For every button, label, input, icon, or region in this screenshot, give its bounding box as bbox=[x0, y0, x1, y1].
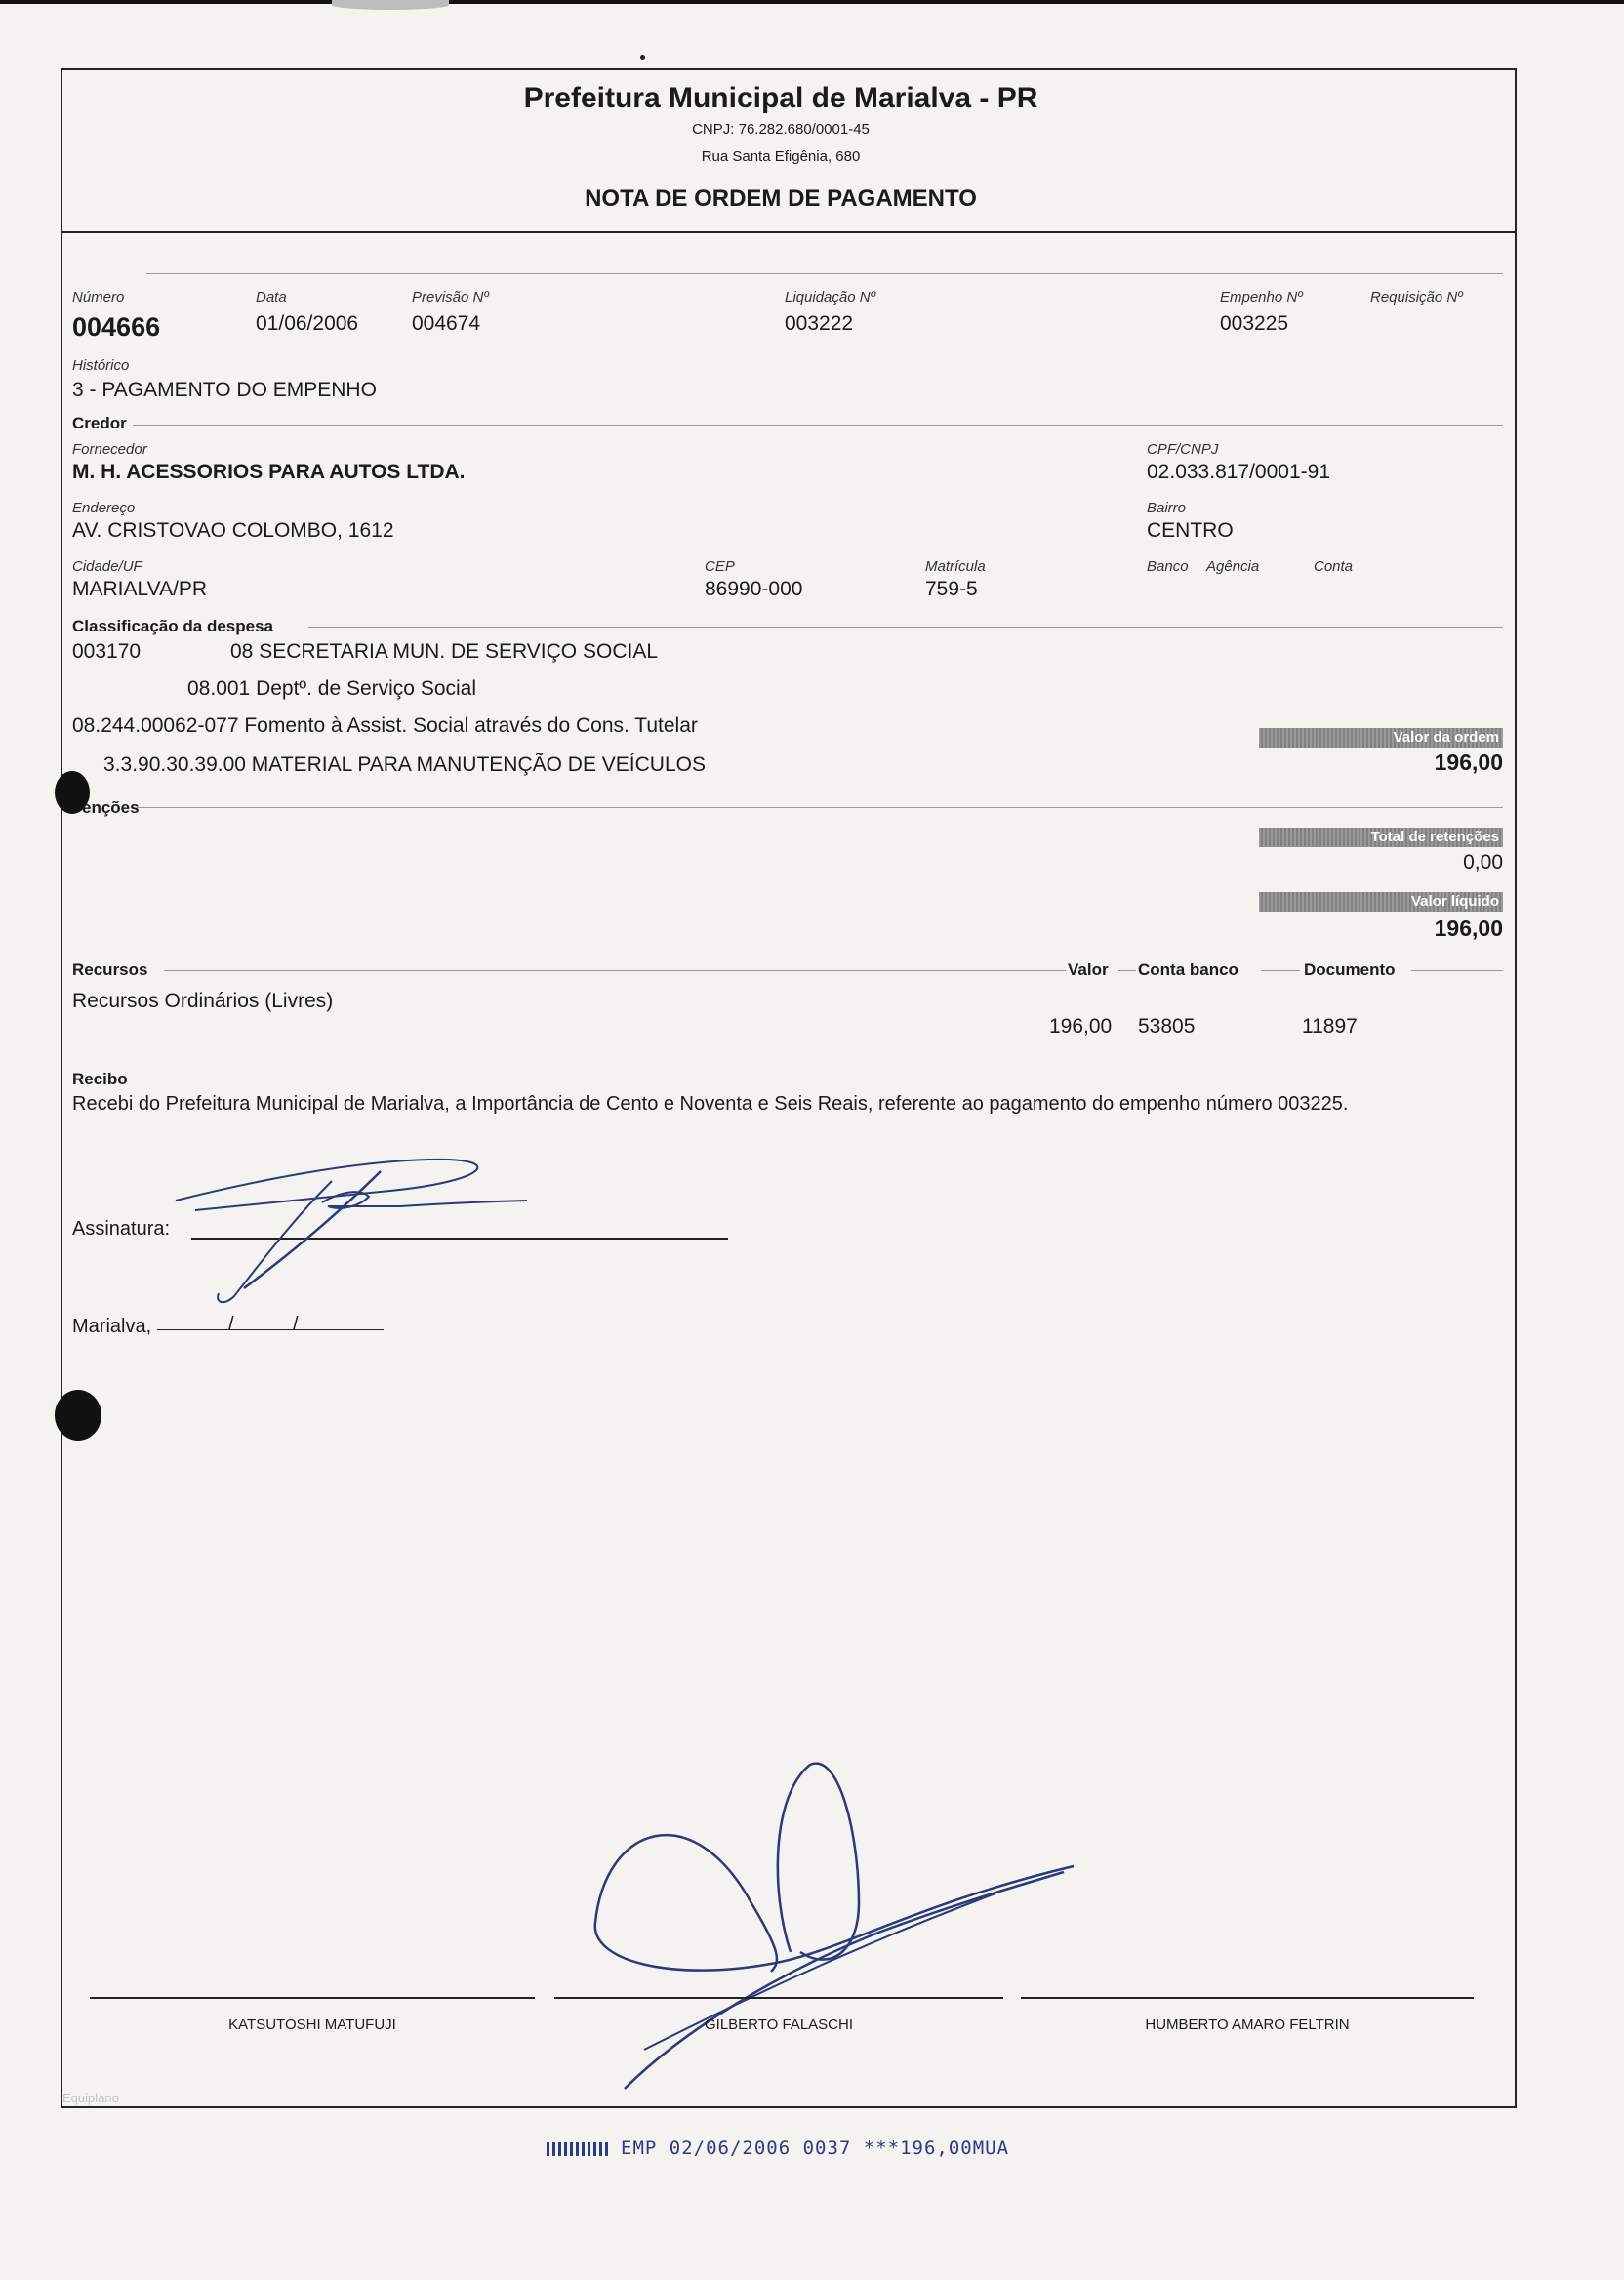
signature-line-2 bbox=[554, 1997, 1003, 1999]
recursos-valor: 196,00 bbox=[1049, 1015, 1113, 1038]
recursos-divider-2 bbox=[1118, 970, 1136, 971]
bank-stamp bbox=[547, 2138, 1009, 2159]
receiver-signature bbox=[137, 1142, 547, 1308]
requisicao-label: Requisição Nº bbox=[1370, 289, 1463, 305]
signatory-3: HUMBERTO AMARO FELTRIN bbox=[1145, 2016, 1350, 2033]
matricula-label: Matrícula bbox=[925, 558, 986, 575]
endereco-value: AV. CRISTOVAO COLOMBO, 1612 bbox=[72, 519, 394, 542]
signatory-2: GILBERTO FALASCHI bbox=[705, 2016, 853, 2033]
retencoes-divider bbox=[137, 807, 1503, 808]
recursos-divider-3 bbox=[1261, 970, 1300, 971]
recursos-divider-4 bbox=[1411, 970, 1503, 971]
data-label: Data bbox=[256, 289, 287, 305]
page-title: Prefeitura Municipal de Marialva - PR bbox=[523, 82, 1038, 114]
credor-divider bbox=[133, 425, 1503, 426]
cep-label: CEP bbox=[705, 558, 735, 575]
cpf-value: 02.033.817/0001-91 bbox=[1147, 461, 1331, 483]
recibo-text: Recebi do Prefeitura Municipal de Marialva, a Importância de Cento e Noventa e Seis Reais, referente ao pagamento do empenho número 003225. bbox=[72, 1093, 1349, 1115]
scan-dot bbox=[640, 55, 645, 60]
recursos-conta-label: Conta banco bbox=[1138, 960, 1238, 979]
historico-label: Histórico bbox=[72, 357, 130, 374]
recibo-section-title: Recibo bbox=[72, 1070, 128, 1088]
numero-value: 004666 bbox=[72, 312, 161, 342]
brand-footer: Equiplano bbox=[62, 2091, 119, 2105]
bairro-value: CENTRO bbox=[1147, 519, 1234, 542]
total-retencoes-value: 0,00 bbox=[1463, 851, 1503, 874]
cpf-label: CPF/CNPJ bbox=[1147, 441, 1219, 458]
date-slash-2: / bbox=[293, 1314, 299, 1335]
liquidacao-value: 003222 bbox=[785, 312, 854, 335]
recursos-divider bbox=[164, 970, 1066, 971]
punch-hole-mark bbox=[55, 1390, 102, 1441]
endereco-label: Endereço bbox=[72, 500, 136, 516]
authority-signature bbox=[586, 1757, 1093, 2108]
valor-ordem-label: Valor da ordem bbox=[1259, 728, 1503, 748]
total-retencoes-label: Total de retenções bbox=[1259, 828, 1503, 847]
matricula-value: 759-5 bbox=[925, 578, 978, 600]
document-title: NOTA DE ORDEM DE PAGAMENTO bbox=[585, 185, 977, 212]
classificacao-code: 003170 bbox=[72, 640, 142, 663]
classificacao-line-2: 08.001 Deptº. de Serviço Social bbox=[187, 677, 477, 700]
cep-value: 86990-000 bbox=[705, 578, 803, 600]
empenho-value: 003225 bbox=[1220, 312, 1289, 335]
classificacao-section-title: Classificação da despesa bbox=[72, 617, 274, 635]
classificacao-line-1: 08 SECRETARIA MUN. DE SERVIÇO SOCIAL bbox=[230, 640, 659, 663]
stamp-icon bbox=[547, 2142, 609, 2156]
fornecedor-label: Fornecedor bbox=[72, 441, 147, 458]
recursos-documento-label: Documento bbox=[1304, 960, 1396, 979]
date-slash-1: / bbox=[228, 1314, 234, 1335]
scan-mark bbox=[332, 0, 449, 10]
previsao-label: Previsão Nº bbox=[412, 289, 489, 305]
signatory-1: KATSUTOSHI MATUFUJI bbox=[228, 2016, 396, 2033]
local-text: Marialva, bbox=[72, 1316, 152, 1337]
assinatura-label: Assinatura: bbox=[72, 1218, 171, 1240]
fornecedor-value: M. H. ACESSORIOS PARA AUTOS LTDA. bbox=[72, 461, 466, 483]
signature-line-1 bbox=[90, 1997, 535, 1999]
header-divider bbox=[61, 231, 1517, 233]
valor-liquido-label: Valor líquido bbox=[1259, 892, 1503, 912]
liquidacao-label: Liquidação Nº bbox=[785, 289, 876, 305]
numero-label: Número bbox=[72, 289, 125, 305]
conta-label: Conta bbox=[1314, 558, 1354, 575]
retencoes-section-title: enções bbox=[82, 798, 140, 817]
banco-label: Banco bbox=[1147, 558, 1189, 575]
valor-ordem-value: 196,00 bbox=[1434, 750, 1503, 775]
cidade-label: Cidade/UF bbox=[72, 558, 142, 575]
data-value: 01/06/2006 bbox=[256, 312, 359, 335]
header-thin-divider bbox=[146, 273, 1503, 274]
previsao-value: 004674 bbox=[412, 312, 481, 335]
cidade-value: MARIALVA/PR bbox=[72, 578, 208, 600]
cnpj-text: CNPJ: 76.282.680/0001-45 bbox=[692, 121, 870, 138]
address-text: Rua Santa Efigênia, 680 bbox=[701, 148, 861, 165]
agencia-label: Agência bbox=[1206, 558, 1260, 575]
historico-value: 3 - PAGAMENTO DO EMPENHO bbox=[72, 379, 377, 401]
empenho-label: Empenho Nº bbox=[1220, 289, 1303, 305]
recursos-documento: 11897 bbox=[1302, 1015, 1358, 1038]
recursos-section-title: Recursos bbox=[72, 960, 148, 979]
bairro-label: Bairro bbox=[1147, 500, 1187, 516]
scan-mark bbox=[0, 0, 1624, 4]
classificacao-line-4: 3.3.90.30.39.00 MATERIAL PARA MANUTENÇÃO DE VEÍCULOS bbox=[103, 753, 706, 776]
recursos-valor-label: Valor bbox=[1068, 960, 1109, 979]
date-blanks bbox=[157, 1329, 384, 1330]
classificacao-divider bbox=[308, 627, 1503, 628]
classificacao-line-3: 08.244.00062-077 Fomento à Assist. Social através do Cons. Tutelar bbox=[72, 714, 698, 737]
valor-liquido-value: 196,00 bbox=[1434, 916, 1503, 941]
signature-line-3 bbox=[1021, 1997, 1474, 1999]
recursos-descricao: Recursos Ordinários (Livres) bbox=[72, 990, 334, 1012]
credor-section-title: Credor bbox=[72, 414, 127, 432]
stamp-text: EMP 02/06/2006 0037 ***196,00MUA bbox=[621, 2138, 1010, 2159]
recursos-conta: 53805 bbox=[1138, 1015, 1196, 1038]
